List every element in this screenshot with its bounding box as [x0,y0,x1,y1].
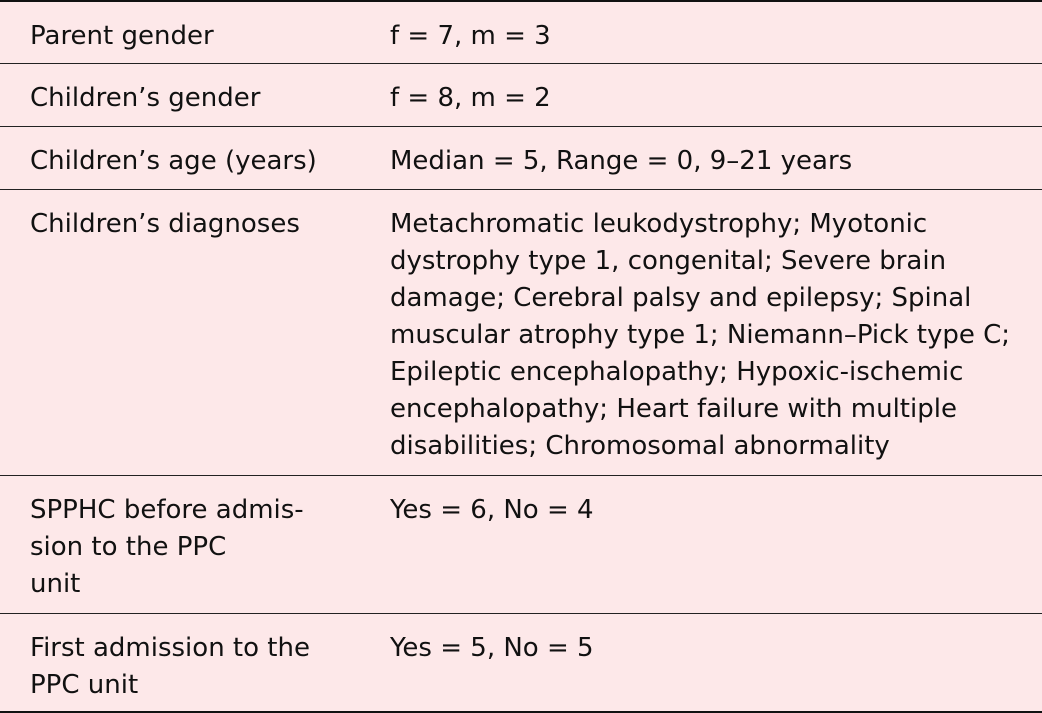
row-value: f = 7, m = 3 [390,21,551,51]
row-value: Median = 5, Range = 0, 9–21 years [390,146,853,176]
table-row [0,190,1042,476]
row-value: Yes = 5, No = 5 [390,633,594,663]
table-row [0,614,1042,713]
row-label: Children’s gender [30,83,261,113]
row-label: Children’s diagnoses [30,209,300,239]
table-row [0,64,1042,127]
row-label: First admission to the PPC unit [30,633,310,700]
row-label: Children’s age (years) [30,146,317,176]
row-value: Metachromatic leukodystrophy; Myotonic dystrophy type 1, congenital; Severe brain damage; Cerebral palsy and epilepsy; Spinal muscular atrophy type 1; Niemann–Pick type C; Epileptic encephalopathy; Hypoxic-ischemic encephalopathy; Heart failure with multiple disabilities; Chromosomal abnormality [390,209,1011,461]
row-label: SPPHC before admis- sion to the PPC unit [30,495,304,599]
row-label: Parent gender [30,21,214,51]
row-value: f = 8, m = 2 [390,83,551,113]
table-row [0,2,1042,64]
table-row [0,476,1042,614]
row-value: Yes = 6, No = 4 [390,495,594,525]
table-row [0,127,1042,190]
